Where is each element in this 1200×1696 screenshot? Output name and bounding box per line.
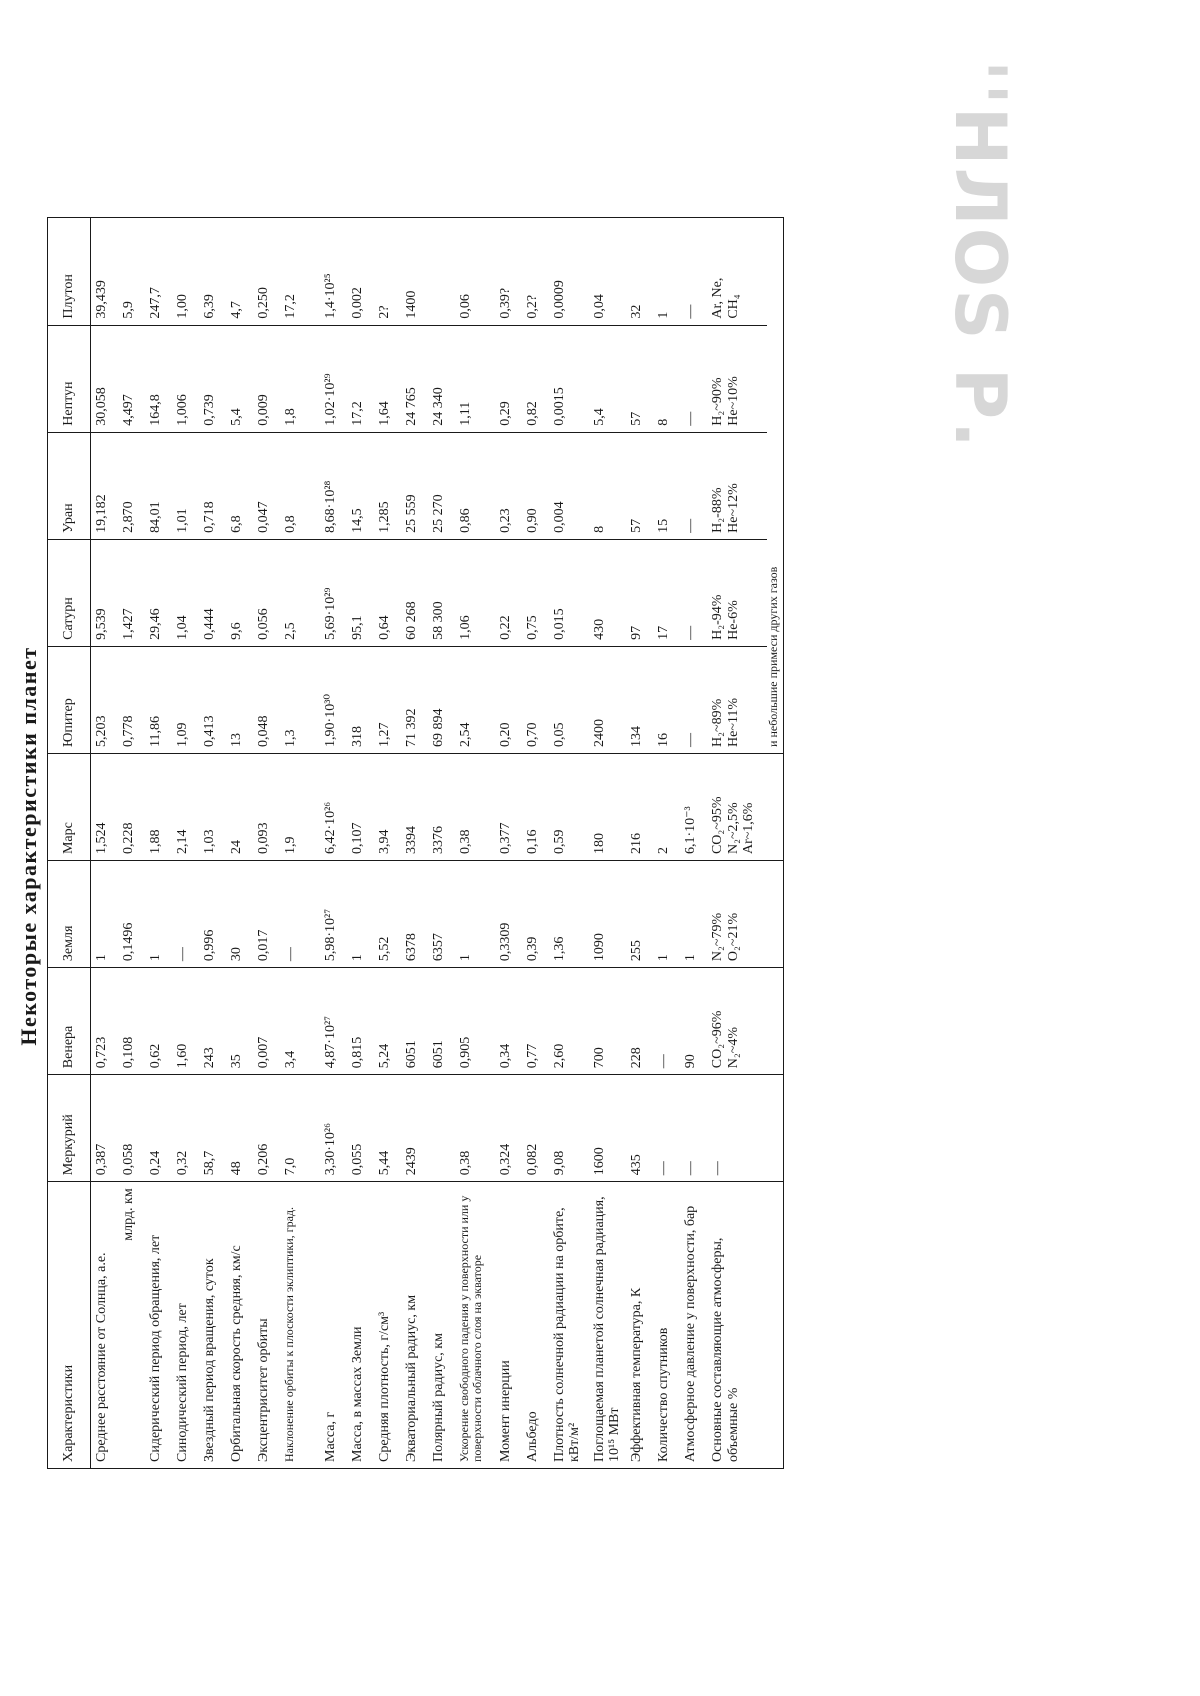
atmosphere-component: N₂~2,5% [725, 802, 741, 855]
table-row [253, 218, 280, 1468]
table-cell: 2,5 [280, 539, 320, 646]
table-row [91, 218, 118, 1468]
table-cell: 0,34 [495, 968, 522, 1075]
table-cell: 0,24 [145, 1075, 172, 1182]
table-cell [707, 646, 767, 753]
atmosphere-component: O₂~21% [725, 912, 741, 962]
table-cell: 4,497 [118, 325, 145, 432]
table-cell: 1 [91, 861, 118, 968]
row-label: Масса, г [322, 1411, 338, 1462]
row-label: Орбитальная скорость средняя, км/с [228, 1245, 244, 1462]
table-row [280, 218, 320, 1468]
atmosphere-component: CH₄ [725, 294, 741, 319]
table-cell: 0,905 [455, 968, 495, 1075]
footnote: и небольшие примеси других газов [767, 218, 783, 753]
table-cell: 6,8 [226, 432, 253, 539]
table-cell: 71 392 [401, 646, 428, 753]
table-cell [707, 432, 767, 539]
table-cell: 8,68·10²⁸ [320, 432, 347, 539]
table-cell: 1,427 [118, 539, 145, 646]
table-cell: 57 [626, 325, 653, 432]
row-label: Сидерический период обращения, лет [147, 1234, 163, 1462]
table-cell: 17,2 [280, 218, 320, 325]
table-cell: 0,70 [522, 646, 549, 753]
table-cell: — [680, 539, 707, 646]
table-row [320, 218, 347, 1468]
table-cell: 1,88 [145, 753, 172, 860]
table-row [522, 218, 549, 1468]
table-cell: — [653, 1075, 680, 1182]
table-cell: 0,62 [145, 968, 172, 1075]
table-cell: 0,082 [522, 1075, 549, 1182]
table-cell: 17,2 [347, 325, 374, 432]
table-row [495, 218, 522, 1468]
table-row [199, 218, 226, 1468]
table-cell: 5,52 [374, 861, 401, 968]
table-cell: 3,94 [374, 753, 401, 860]
table-cell: 216 [626, 753, 653, 860]
table-cell: 5,9 [118, 218, 145, 325]
row-label: Плотность солнечной радиации на орбите, кВт/м² [551, 1207, 583, 1462]
row-label: Синодический период, лет [174, 1303, 190, 1462]
table-row [455, 218, 495, 1468]
table-row [401, 218, 428, 1468]
table-cell: 0,59 [549, 753, 589, 860]
table-cell: 228 [626, 968, 653, 1075]
table-row [226, 218, 253, 1468]
table-cell: — [653, 968, 680, 1075]
table-cell: 180 [589, 753, 626, 860]
table-cell: 39,439 [91, 218, 118, 325]
table-cell: 435 [626, 1075, 653, 1182]
table-cell: — [680, 218, 707, 325]
table-cell: 0,004 [549, 432, 589, 539]
table-cell: 25 559 [401, 432, 428, 539]
table-cell: 1,9 [280, 753, 320, 860]
table-cell: 0,047 [253, 432, 280, 539]
table-cell: 2400 [589, 646, 626, 753]
table-cell: 1,4·10²⁵ [320, 218, 347, 325]
table-cell: 90 [680, 968, 707, 1075]
table-cell: 247,7 [145, 218, 172, 325]
table-cell: 0,107 [347, 753, 374, 860]
table-cell: 2,870 [118, 432, 145, 539]
table-cell: 0,32 [172, 1075, 199, 1182]
table-cell: 5,203 [91, 646, 118, 753]
table-cell: 1,01 [172, 432, 199, 539]
column-header-planet: Уран [48, 432, 91, 539]
row-label: Основные составляющие атмосферы, объемные % [709, 1237, 741, 1462]
column-header-planet: Марс [48, 753, 91, 860]
table-cell: 1 [455, 861, 495, 968]
table-cell: 1,3 [280, 646, 320, 753]
table-cell: 0,8 [280, 432, 320, 539]
table-cell: 1,02·10²⁹ [320, 325, 347, 432]
table-cell [428, 218, 455, 325]
table-cell: 0,39? [495, 218, 522, 325]
table-cell: 5,4 [226, 325, 253, 432]
atmosphere-component: Ar, Ne, [709, 277, 725, 319]
table-cell: 0,778 [118, 646, 145, 753]
table-cell: 0,1496 [118, 861, 145, 968]
atmosphere-component: H₂-94% [709, 594, 725, 640]
row-label: Эксцентриситет орбиты [255, 1318, 271, 1462]
table-cell: 0,206 [253, 1075, 280, 1182]
row-label: Момент инерции [497, 1360, 513, 1462]
table-cell: 0,3309 [495, 861, 522, 968]
table-cell: 0,444 [199, 539, 226, 646]
table-cell: 29,46 [145, 539, 172, 646]
table-cell: 0,996 [199, 861, 226, 968]
table-cell: 243 [199, 968, 226, 1075]
table-cell: 700 [589, 968, 626, 1075]
header-row [48, 218, 91, 1468]
table-cell: 30 [226, 861, 253, 968]
rotated-page [0, 196, 1060, 1496]
row-label: Эффективная температура, К [628, 1287, 644, 1462]
table-cell: 1,64 [374, 325, 401, 432]
table-cell: 0,108 [118, 968, 145, 1075]
table-cell: 0,723 [91, 968, 118, 1075]
row-label: Альбедо [524, 1411, 540, 1462]
table-cell: 1 [653, 861, 680, 968]
column-header-planet: Меркурий [48, 1075, 91, 1182]
table-cell: 4,7 [226, 218, 253, 325]
atmosphere-component: Ar~1,6% [741, 802, 757, 855]
atmosphere-component: He-6% [725, 600, 741, 640]
table-cell: 0,16 [522, 753, 549, 860]
table-cell: 2,60 [549, 968, 589, 1075]
table-cell: 430 [589, 539, 626, 646]
empty-cell [767, 1075, 783, 1182]
table-row [347, 218, 374, 1468]
table-cell: 6,42·10²⁶ [320, 753, 347, 860]
table-cell [707, 539, 767, 646]
table-cell: 16 [653, 646, 680, 753]
table-cell: 0,23 [495, 432, 522, 539]
empty-cell [767, 968, 783, 1075]
table-cell: 0,64 [374, 539, 401, 646]
page-title: Некоторые характеристики планет [16, 646, 41, 1046]
table-cell [428, 1075, 455, 1182]
table-cell: 1,285 [374, 432, 401, 539]
column-header-planet: Сатурн [48, 539, 91, 646]
table-cell: 9,08 [549, 1075, 589, 1182]
table-cell: 1,60 [172, 968, 199, 1075]
row-label: Среднее расстояние от Солнца, а.е. [94, 1252, 109, 1462]
atmosphere-component: He~11% [725, 697, 741, 747]
table-cell: 9,539 [91, 539, 118, 646]
table-cell: 58,7 [199, 1075, 226, 1182]
table-cell: 318 [347, 646, 374, 753]
table-cell [707, 861, 767, 968]
table-cell: 8 [653, 325, 680, 432]
table-cell: 6051 [428, 968, 455, 1075]
table-cell: 0,20 [495, 646, 522, 753]
table-cell: 24 340 [428, 325, 455, 432]
table-cell: 6,39 [199, 218, 226, 325]
table-cell: 5,69·10²⁹ [320, 539, 347, 646]
row-label: Поглощаемая планетой солнечная радиация, 10¹⁵ МВт [591, 1196, 623, 1462]
table-cell: 0,058 [118, 1075, 145, 1182]
column-header-planet: Венера [48, 968, 91, 1075]
table-row [118, 218, 145, 1468]
row-label: Средняя плотность, г/см³ [376, 1311, 392, 1462]
table-cell [707, 325, 767, 432]
table-cell: 0,093 [253, 753, 280, 860]
table-cell: 7,0 [280, 1075, 320, 1182]
table-cell: 0,048 [253, 646, 280, 753]
table-cell: 60 268 [401, 539, 428, 646]
table-cell: 0,015 [549, 539, 589, 646]
empty-cell [767, 1182, 783, 1468]
table-cell: 30,058 [91, 325, 118, 432]
table-cell: 0,90 [522, 432, 549, 539]
atmosphere-component: He~10% [725, 376, 741, 426]
table-cell: 0,017 [253, 861, 280, 968]
table-body [91, 218, 783, 1468]
watermark-stamp: ''НЛОS Р. [939, 60, 1021, 450]
table-cell: — [680, 646, 707, 753]
table-cell: 2439 [401, 1075, 428, 1182]
row-label: Наклонение орбиты к плоскости эклиптики, град. [281, 1206, 296, 1462]
row-label: Атмосферное давление у поверхности, бар [682, 1205, 698, 1462]
table-cell: 0,39 [522, 861, 549, 968]
table-cell: — [172, 861, 199, 968]
table-cell: 0,055 [347, 1075, 374, 1182]
table-cell: 3394 [401, 753, 428, 860]
table-cell: 1,06 [455, 539, 495, 646]
table-cell: 35 [226, 968, 253, 1075]
table-cell: 95,1 [347, 539, 374, 646]
table-cell: 8 [589, 432, 626, 539]
table-cell: 69 894 [428, 646, 455, 753]
column-header-planet: Нептун [48, 325, 91, 432]
table-row [626, 218, 653, 1468]
table-cell: — [280, 861, 320, 968]
table-cell: 5,24 [374, 968, 401, 1075]
table-cell: 1,00 [172, 218, 199, 325]
table-cell: 0,324 [495, 1075, 522, 1182]
atmosphere-component: He~12% [725, 483, 741, 533]
table-cell: 0,413 [199, 646, 226, 753]
table-cell: 0,86 [455, 432, 495, 539]
table-cell: 0,387 [91, 1075, 118, 1182]
table-cell: 164,8 [145, 325, 172, 432]
table-cell: 5,98·10²⁷ [320, 861, 347, 968]
atmosphere-component: CO₂~96% [709, 1010, 725, 1069]
table-cell: 0,38 [455, 753, 495, 860]
table-row [549, 218, 589, 1468]
table-cell: 24 [226, 753, 253, 860]
atmosphere-component: H₂~89% [709, 698, 725, 747]
table-row [145, 218, 172, 1468]
table-cell: 0,377 [495, 753, 522, 860]
table-row-footnote [767, 218, 783, 1468]
table-cell: — [680, 325, 707, 432]
table-cell: 1090 [589, 861, 626, 968]
table-cell: 0,228 [118, 753, 145, 860]
table-cell: 6051 [401, 968, 428, 1075]
table-cell: 1600 [589, 1075, 626, 1182]
table-cell: 1,11 [455, 325, 495, 432]
table-cell: 58 300 [428, 539, 455, 646]
table-cell: 0,38 [455, 1075, 495, 1182]
row-label: Звездный период вращения, суток [201, 1258, 217, 1462]
table-cell: 1 [347, 861, 374, 968]
table-cell: 3,4 [280, 968, 320, 1075]
table-cell: 1400 [401, 218, 428, 325]
table-cell: 0,2? [522, 218, 549, 325]
table-cell: 9,6 [226, 539, 253, 646]
table-cell: 17 [653, 539, 680, 646]
table-cell: 1 [653, 218, 680, 325]
table-row [653, 218, 680, 1468]
table-cell: 48 [226, 1075, 253, 1182]
table-cell: 1,8 [280, 325, 320, 432]
table-cell: 1,09 [172, 646, 199, 753]
table-cell: 2? [374, 218, 401, 325]
atmosphere-component: — [709, 1161, 725, 1176]
table-cell: 6,1·10⁻³ [680, 753, 707, 860]
table-cell: 0,739 [199, 325, 226, 432]
atmosphere-component: H₂~90% [709, 377, 725, 426]
table-cell: 0,05 [549, 646, 589, 753]
table-cell: 3376 [428, 753, 455, 860]
table-cell [707, 218, 767, 325]
table-cell: 0,250 [253, 218, 280, 325]
row-label: Количество спутников [655, 1327, 671, 1462]
table-cell: 14,5 [347, 432, 374, 539]
table-cell: 1,006 [172, 325, 199, 432]
table-row [172, 218, 199, 1468]
table-cell: 0,056 [253, 539, 280, 646]
row-label: Экваториальный радиус, км [403, 1294, 419, 1462]
column-header-planet: Юпитер [48, 646, 91, 753]
table-cell: 0,82 [522, 325, 549, 432]
table-cell: 1,27 [374, 646, 401, 753]
table-row [428, 218, 455, 1468]
table-cell: 5,4 [589, 325, 626, 432]
table-cell: 4,87·10²⁷ [320, 968, 347, 1075]
table-cell: 3,30·10²⁶ [320, 1075, 347, 1182]
row-label: млрд. км [120, 1188, 136, 1241]
table-cell: 1,36 [549, 861, 589, 968]
atmosphere-component: CO₂~95% [709, 796, 725, 855]
atmosphere-component: H₂-88% [709, 487, 725, 533]
table-cell: 0,75 [522, 539, 549, 646]
table-cell: 255 [626, 861, 653, 968]
table-cell: 1,524 [91, 753, 118, 860]
atmosphere-component: N₂~79% [709, 912, 725, 962]
column-header-planet: Земля [48, 861, 91, 968]
atmosphere-component: N₂~4% [725, 1026, 741, 1069]
table-cell: 0,0015 [549, 325, 589, 432]
table-cell: 19,182 [91, 432, 118, 539]
table-cell: 57 [626, 432, 653, 539]
table-cell: 5,44 [374, 1075, 401, 1182]
table-cell: 1 [680, 861, 707, 968]
table-cell: 134 [626, 646, 653, 753]
table-cell: 0,04 [589, 218, 626, 325]
table-row [374, 218, 401, 1468]
table-cell: 6357 [428, 861, 455, 968]
table-cell: 1,03 [199, 753, 226, 860]
empty-cell [767, 861, 783, 968]
table-cell [707, 753, 767, 860]
table-cell [707, 1075, 767, 1182]
empty-cell [767, 753, 783, 860]
table-cell: 1 [145, 861, 172, 968]
table-cell: 97 [626, 539, 653, 646]
table-cell: 13 [226, 646, 253, 753]
table-cell: 0,06 [455, 218, 495, 325]
table-cell [707, 968, 767, 1075]
row-label: Полярный радиус, км [430, 1333, 446, 1462]
table-cell: 0,002 [347, 218, 374, 325]
table-cell: 0,29 [495, 325, 522, 432]
table-cell: 84,01 [145, 432, 172, 539]
column-header-planet: Плутон [48, 218, 91, 325]
table-row [589, 218, 626, 1468]
table-cell: 6378 [401, 861, 428, 968]
table-cell: 0,0009 [549, 218, 589, 325]
table-row [680, 218, 707, 1468]
table-cell: 0,77 [522, 968, 549, 1075]
row-label: Ускорение свободного падения у поверхности или у поверхности облачного слоя на экваторе [456, 1195, 484, 1462]
table-cell: 0,22 [495, 539, 522, 646]
table-cell: — [680, 432, 707, 539]
table-cell: 11,86 [145, 646, 172, 753]
table-cell: 1,04 [172, 539, 199, 646]
column-header-characteristic: Характеристики [48, 1182, 91, 1468]
table-cell: 0,009 [253, 325, 280, 432]
table-cell: 2,14 [172, 753, 199, 860]
table-cell: 2 [653, 753, 680, 860]
planet-characteristics-table [48, 218, 783, 1468]
table-cell: 0,718 [199, 432, 226, 539]
row-label: Масса, в массах Земли [349, 1326, 365, 1462]
table-row-atmosphere [707, 218, 767, 1468]
table-cell: 1,90·10³⁰ [320, 646, 347, 753]
table-cell: 0,815 [347, 968, 374, 1075]
table-header [48, 218, 91, 1468]
table-cell: 24 765 [401, 325, 428, 432]
table-cell: 2,54 [455, 646, 495, 753]
table-cell: 25 270 [428, 432, 455, 539]
table-cell: — [680, 1075, 707, 1182]
table-cell: 32 [626, 218, 653, 325]
table-cell: 15 [653, 432, 680, 539]
table-cell: 0,007 [253, 968, 280, 1075]
